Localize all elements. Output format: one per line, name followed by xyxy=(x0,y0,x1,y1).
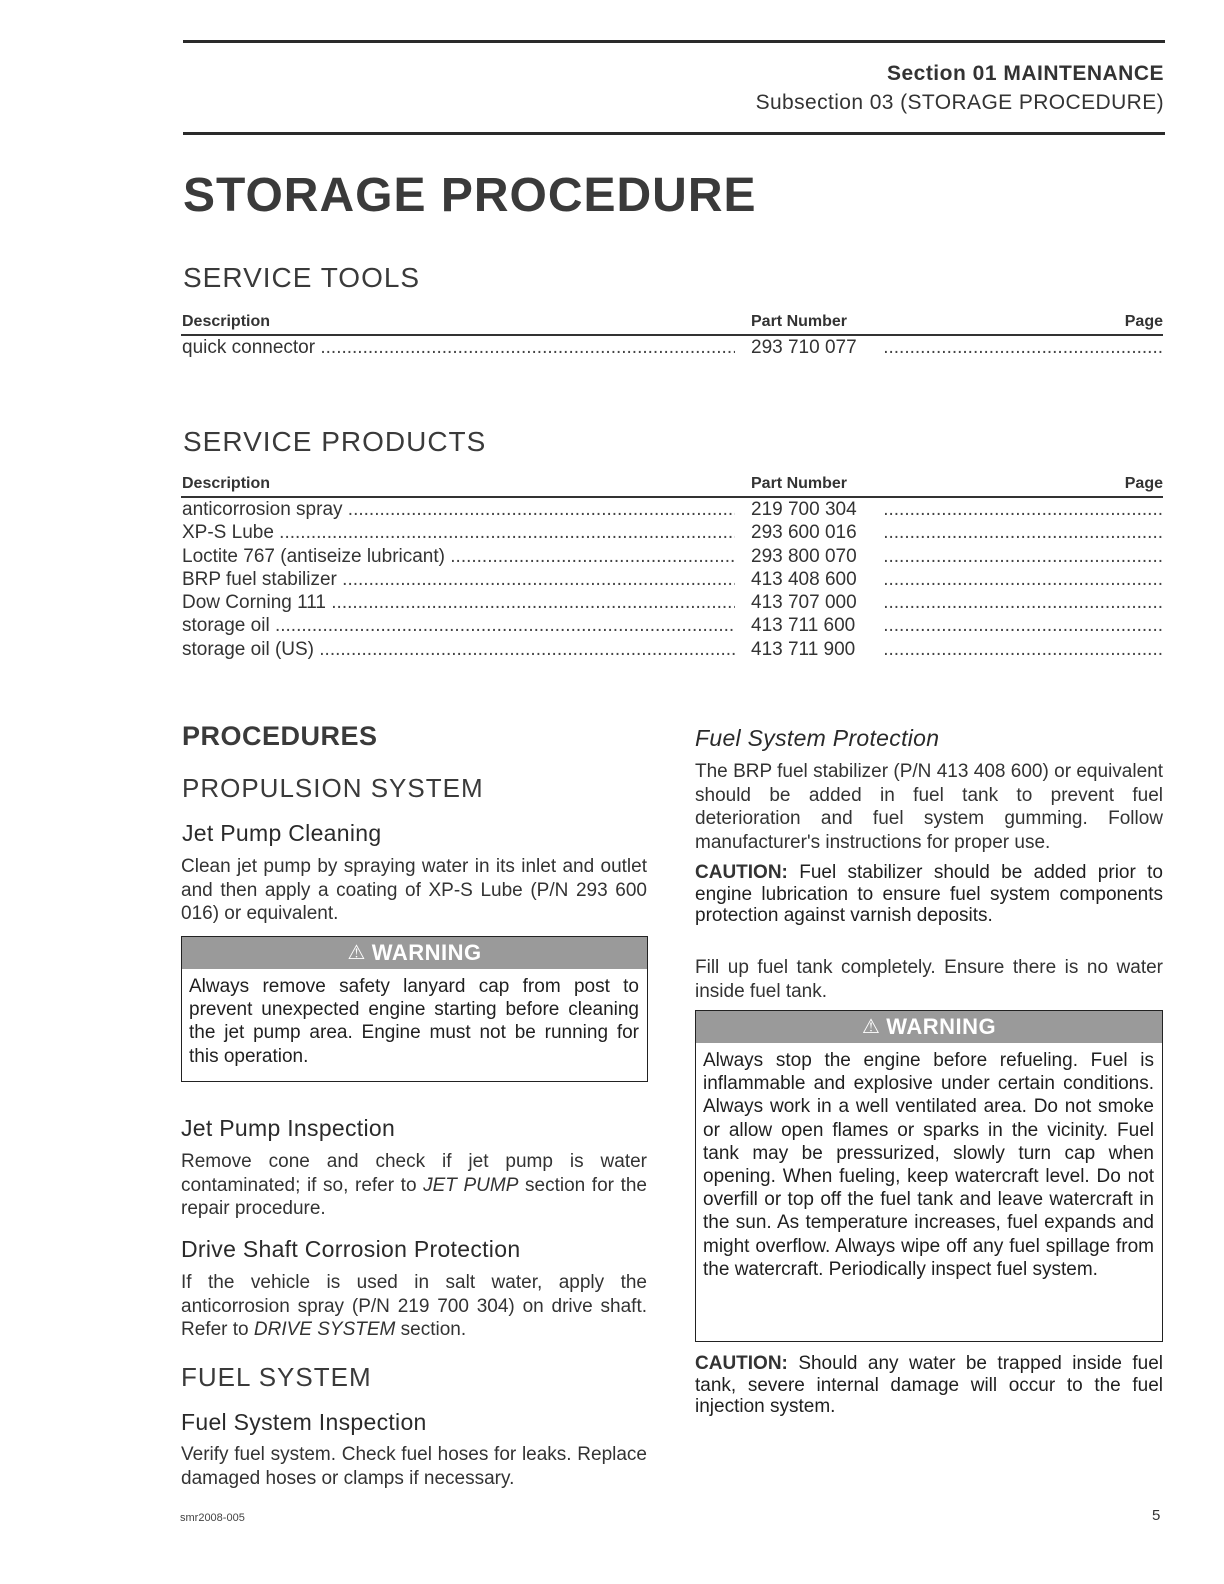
jet-cleaning-text: Clean jet pump by spraying water in its inlet and outlet and then apply a coating of XP-S Lube (P/N 293 600 016) or equivalent. xyxy=(181,856,647,924)
row-part-number: 293 800 070 xyxy=(751,545,857,567)
caution-label: CAUTION: xyxy=(695,1353,788,1374)
row-page xyxy=(883,546,1163,568)
subsection-label: Subsection 03 (STORAGE PROCEDURE) xyxy=(755,91,1164,114)
row-page xyxy=(883,522,1163,544)
warning-triangle-icon: ⚠ xyxy=(347,942,366,964)
col-description: Description xyxy=(182,475,271,492)
propulsion-heading: PROPULSION SYSTEM xyxy=(182,773,484,803)
table-row xyxy=(181,545,1163,568)
fuel-system-heading: FUEL SYSTEM xyxy=(181,1362,372,1392)
table-row xyxy=(181,614,1163,637)
table-row xyxy=(181,498,1163,521)
table-row xyxy=(181,591,1163,614)
row-part-number: 219 700 304 xyxy=(751,499,857,520)
row-page xyxy=(883,592,1163,614)
row-page xyxy=(883,615,1163,637)
warning-triangle-icon: ⚠ xyxy=(861,1016,881,1038)
section-label: Section 01 MAINTENANCE xyxy=(886,62,1164,85)
jet-cleaning-title: Jet Pump Cleaning xyxy=(182,820,382,846)
col-page: Page xyxy=(1124,475,1163,492)
row-page xyxy=(883,639,1163,661)
row-description: anticorrosion spray ..... xyxy=(182,499,735,521)
row-description: Loctite 767 (antiseize lubricant) ..... xyxy=(182,546,735,568)
fuel-inspection-title: Fuel System Inspection xyxy=(181,1409,427,1435)
row-part-number: 293 600 016 xyxy=(751,522,857,544)
row-description: XP-S Lube ..... xyxy=(182,522,735,544)
table-row xyxy=(181,521,1163,544)
warning-box-2 xyxy=(695,1010,1163,1342)
row-part-number: 413 711 600 xyxy=(751,615,856,637)
jet-inspection-text: Remove cone and check if jet pump is water contaminated; if so, refer to JET PUMP section for the repair procedure. xyxy=(181,1151,647,1219)
caution-stabilizer: CAUTION: Fuel stabilizer should be added prior to engine lubrication to ensure fuel system components protection against varnish deposits. xyxy=(695,862,1163,926)
row-page xyxy=(883,499,1163,521)
page-title: STORAGE PROCEDURE xyxy=(183,169,757,222)
fuel-protection-title: Fuel System Protection xyxy=(695,725,940,751)
warning-box-1 xyxy=(181,936,648,1082)
col-part-number: Part Number xyxy=(751,475,848,492)
header-bottom-rule xyxy=(183,132,1165,135)
row-description: BRP fuel stabilizer ..... xyxy=(182,569,735,591)
warning-text: Always remove safety lanyard cap from post to prevent unexpected engine starting before cleaning the jet pump area. Engine must not be running for this operation. xyxy=(189,976,639,1067)
table-header xyxy=(181,312,1163,336)
drive-shaft-title: Drive Shaft Corrosion Protection xyxy=(181,1236,521,1262)
procedures-heading: PROCEDURES xyxy=(182,721,378,751)
page-number: 5 xyxy=(1152,1507,1161,1524)
document-code: smr2008-005 xyxy=(180,1512,245,1524)
table-row xyxy=(181,336,1163,359)
table-header xyxy=(181,474,1163,498)
table-row xyxy=(181,638,1163,661)
jet-inspection-title: Jet Pump Inspection xyxy=(181,1115,396,1141)
col-part-number: Part Number xyxy=(751,313,848,330)
warning-label: WARNING xyxy=(371,940,482,965)
drive-system-reference: DRIVE SYSTEM xyxy=(253,1319,396,1340)
row-description: quick connector ..... xyxy=(182,337,735,359)
row-description: storage oil ..... xyxy=(182,615,735,637)
row-page xyxy=(883,569,1163,591)
service-products-heading: SERVICE PRODUCTS xyxy=(183,426,487,457)
caution-water: CAUTION: Should any water be trapped inside fuel tank, severe internal damage will occur to the fuel injection system. xyxy=(695,1353,1163,1417)
service-tools-table xyxy=(181,312,1163,359)
row-page xyxy=(883,337,1163,359)
warning-text: Always stop the engine before refueling. Fuel is inflammable and explosive under certain conditions. Always work in a well ventilated area. Do not smoke or allow open flames or sparks in the vicinity. Fuel tank may be pressurized, slowly turn cap when opening. When fueling, keep watercraft level. Do not overfill or top off the fuel tank and leave watercraft in the sun. As temperature increases, fuel expands and might overflow. Always wipe off any fuel spillage from the watercraft. Periodically inspect fuel system. xyxy=(703,1050,1154,1280)
header-top-rule xyxy=(183,40,1165,43)
drive-shaft-text: If the vehicle is used in salt water, apply the anticorrosion spray (P/N 219 700 304) on drive shaft. Refer to DRIVE SYSTEM section. xyxy=(181,1272,647,1340)
row-description: Dow Corning 111 ..... xyxy=(182,592,735,614)
row-part-number: 413 408 600 xyxy=(751,568,857,590)
row-part-number: 413 707 000 xyxy=(751,592,857,614)
fuel-inspection-text: Verify fuel system. Check fuel hoses for leaks. Replace damaged hoses or clamps if necessary. xyxy=(181,1444,647,1489)
warning-label: WARNING xyxy=(886,1014,997,1039)
row-part-number: 413 711 900 xyxy=(751,638,856,660)
col-page: Page xyxy=(1124,313,1163,330)
fill-tank-text: Fill up fuel tank completely. Ensure there is no water inside fuel tank. xyxy=(695,957,1163,1002)
fuel-protection-text: The BRP fuel stabilizer (P/N 413 408 600) or equivalent should be added in fuel tank to prevent fuel deterioration and fuel system gumming. Follow manufacturer's instructions for proper use. xyxy=(695,761,1163,853)
warning-header xyxy=(182,937,647,969)
table-row xyxy=(181,568,1163,591)
service-products-table xyxy=(181,474,1163,661)
col-description: Description xyxy=(182,313,271,330)
service-tools-heading: SERVICE TOOLS xyxy=(183,262,421,293)
row-description: storage oil (US) ..... xyxy=(182,639,735,661)
row-part-number: 293 710 077 xyxy=(751,337,857,358)
jet-pump-reference: JET PUMP xyxy=(423,1174,519,1196)
warning-header xyxy=(696,1011,1162,1043)
caution-label: CAUTION: xyxy=(695,862,788,883)
